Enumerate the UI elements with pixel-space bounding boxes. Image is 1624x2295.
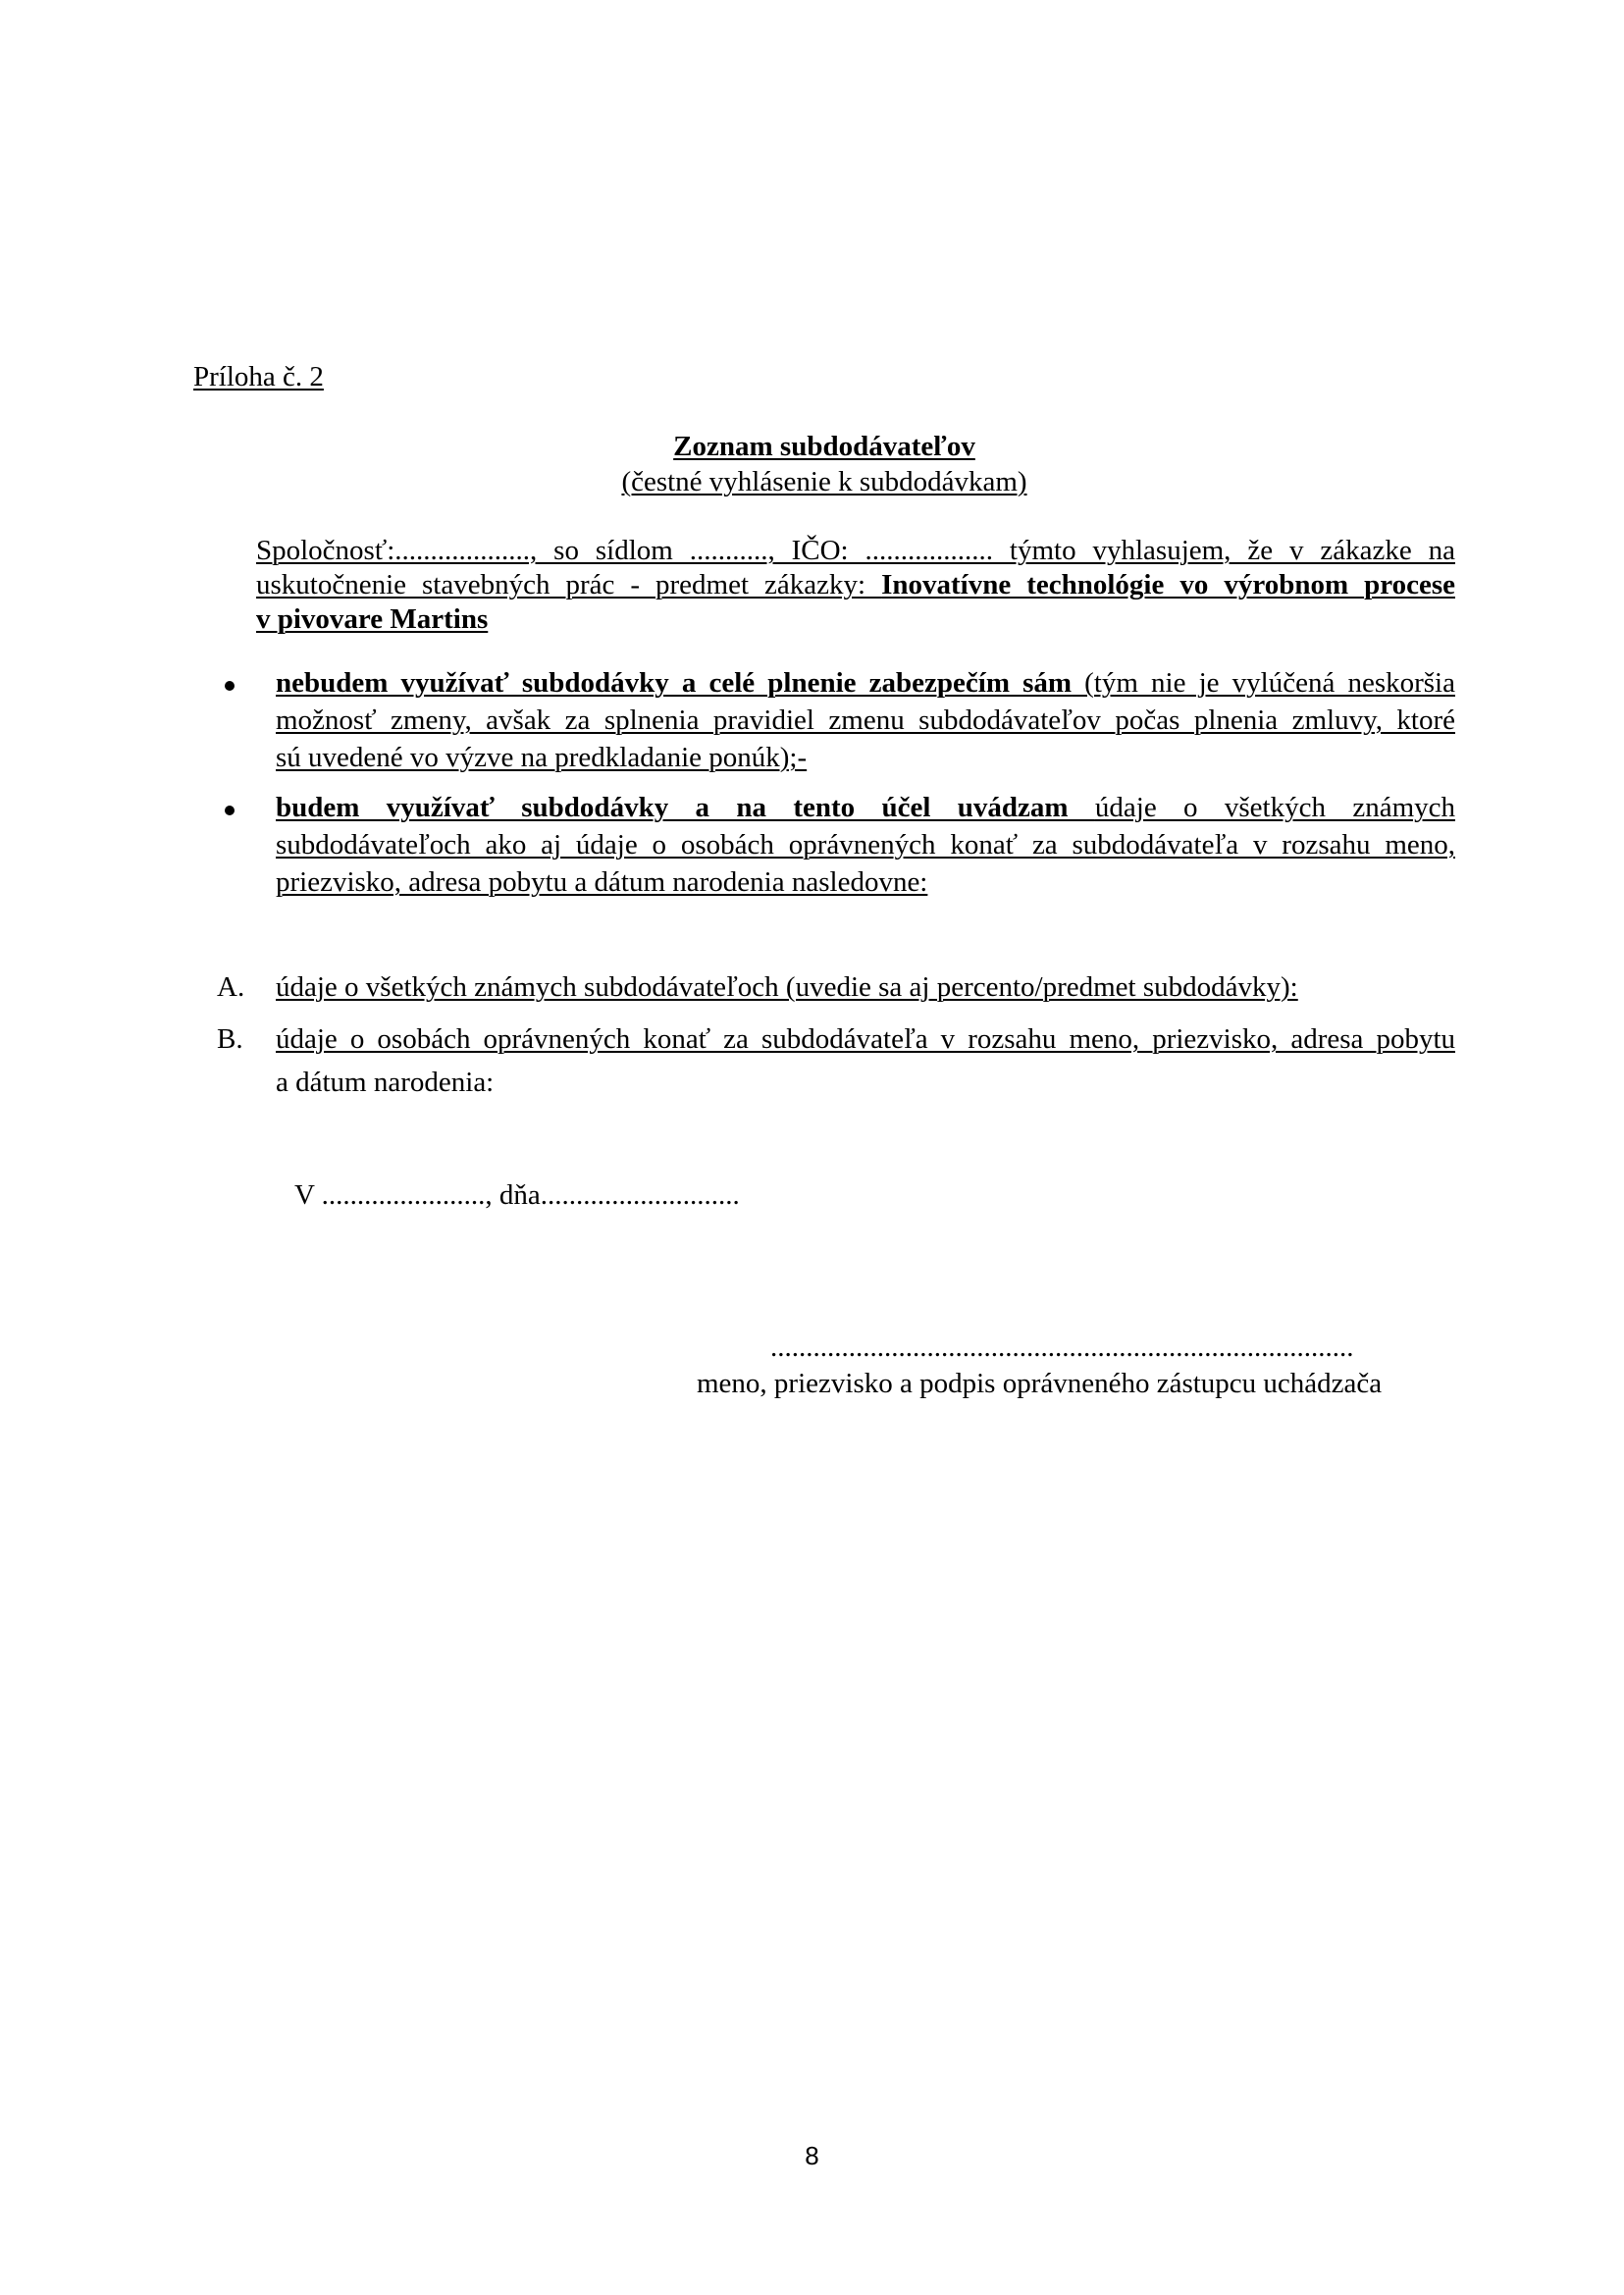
intro-line-3 (256, 601, 1455, 636)
bullet-line: priezvisko, adresa pobytu a dátum narodenia nasledovne: (276, 866, 928, 898)
bullet-option-bold: budem využívať subdodávky a na tento účel uvádzam (276, 792, 1095, 823)
item-b-text: údaje o osobách oprávnených konať za subdodávateľa v rozsahu meno, priezvisko, adresa pobytu (276, 1023, 1455, 1055)
signature-label: meno, priezvisko a podpis oprávneného zástupcu uchádzača (697, 1368, 1383, 1399)
bullet-option-bold: nebudem využívať subdodávky a celé plnenie zabezpečím sám (276, 667, 1073, 699)
item-a-text: údaje o všetkých známych subdodávateľoch (uvedie sa aj percento/predmet subdodávky): (276, 971, 1298, 1003)
bullet-line (276, 790, 1455, 827)
annex-label: Príloha č. 2 (193, 361, 324, 392)
project-name: Inovatívne technológie vo výrobnom procese (881, 569, 1455, 600)
item-mark-a: A. (217, 971, 245, 1003)
intro-paragraph (256, 533, 1455, 636)
signature-line: .................................................................................. (770, 1331, 1354, 1363)
page-number: 8 (805, 2141, 819, 2170)
bullet-line: subdodávateľoch ako aj údaje o osobách oprávnených konať za subdodávateľa v rozsahu meno, (276, 829, 1455, 861)
bullet-marker (225, 681, 235, 691)
place-date-line: V ......................., dňa............................ (294, 1179, 740, 1211)
bullet-text: (tým nie je vylúčená neskoršia (1072, 667, 1455, 699)
intro-line-2 (256, 567, 1455, 601)
item-b (276, 1021, 1455, 1102)
bullet-text: údaje o všetkých známych (1094, 792, 1455, 823)
item-b-text-cont: a dátum narodenia: (276, 1067, 495, 1098)
bullet-line: sú uvedené vo výzve na predkladanie ponúk);- (276, 742, 808, 773)
item-mark-b: B. (217, 1023, 243, 1055)
bullet-marker (225, 806, 235, 815)
project-name-cont: v pivovare Martins (256, 603, 489, 635)
document-title: Zoznam subdodávateľov (673, 431, 975, 462)
intro-line-1: Spoločnosť:..................., so sídlom ..........., IČO: .................. týmto vyhlasujem, že v zákazke na (256, 535, 1455, 566)
document-title-block (550, 429, 1099, 499)
intro-line-2-text: uskutočnenie stavebných prác - predmet zákazky: (256, 569, 882, 600)
bullet-item-with-subcontractors (276, 790, 1455, 902)
document-subtitle: (čestné vyhlásenie k subdodávkam) (621, 466, 1027, 497)
bullet-line (276, 665, 1455, 703)
bullet-line: možnosť zmeny, avšak za splnenia pravidiel zmenu subdodávateľov počas plnenia zmluvy, ktoré (276, 704, 1455, 736)
bullet-item-no-subcontractors (276, 665, 1455, 777)
